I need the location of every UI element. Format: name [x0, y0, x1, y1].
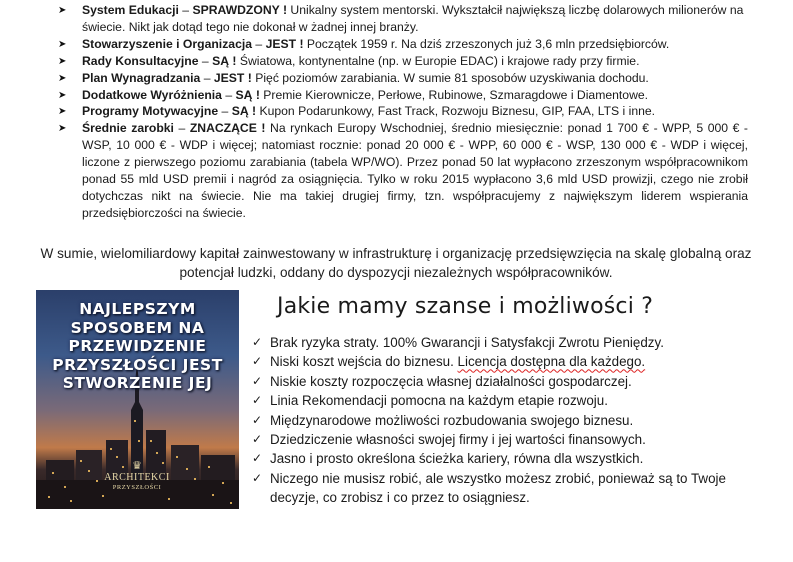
checkmark-icon: ✓ — [252, 373, 263, 388]
bullet-item — [58, 2, 748, 36]
arrow-bullet-icon: ➤ — [58, 55, 67, 67]
bullet-item — [58, 120, 748, 221]
advantages-check-list — [252, 333, 752, 508]
check-item-text: Linia Rekomendacji pomocna na każdym etapie rozwoju. — [270, 393, 608, 409]
bullet-title: Programy Motywacyjne — [82, 104, 219, 119]
arrow-bullet-icon: ➤ — [58, 5, 67, 16]
checkmark-icon: ✓ — [252, 335, 263, 349]
bullet-text: Początek 1959 r. Na dziś zrzeszonych już 3,6 mln przedsiębiorców. — [303, 36, 670, 51]
bullet-status: ZNACZĄCE ! — [189, 121, 266, 136]
checkmark-icon: ✓ — [252, 451, 263, 466]
section-heading: Jakie mamy szanse i możliwości ? — [277, 294, 654, 319]
bullet-item — [58, 70, 748, 87]
bullet-item — [58, 53, 748, 70]
promo-line: NAJLEPSZYM — [79, 300, 196, 318]
bullet-text: Światowa, kontynentalne (np. w Europie EDAC) i krajowe rady przy firmie. — [236, 53, 640, 68]
promo-line: STWORZENIE JEJ — [62, 374, 213, 392]
bullet-separator: – — [178, 3, 193, 17]
crown-icon: ♛ — [132, 460, 142, 472]
check-item — [252, 391, 752, 410]
check-item — [252, 469, 752, 508]
bullet-separator: – — [198, 53, 213, 68]
check-item-text: Niskie koszty rozpoczęcia własnej działalności gospodarczej. — [270, 373, 632, 389]
arrow-bullet-icon: ➤ — [58, 123, 67, 135]
bullet-text: Na rynkach Europy Wschodniej, średnio miesięcznie: ponad 1 700 € - WPP, 5 000 € - WSP, 10 000 € - WDP i więcej; natomiast rocznie: ponad 20 000 € - WPP, 60 000 € - WSP, 130 000 € - WDP i więcej, liczone z pierwszego poziomu zarabiania (tabela WP/WO). Przez ponad 50 lat wypłacono zrzeszonym współpracownikom ponad 55 mld USD premii i nagród za osiągnięcia. Tylko w roku 2015 wypłacono 3,6 mld USD prowizji, czego nie zrobił dotychczas nikt na świecie. Nie ma takiej drugiej firmy, tzn. współpracujemy z największym liderem wspierania przedsiębiorczości na świecie. — [82, 121, 748, 220]
check-item — [252, 449, 752, 468]
promo-slogan — [36, 300, 239, 393]
arrow-bullet-icon: ➤ — [58, 72, 67, 84]
bullet-separator: – — [252, 36, 266, 51]
checkmark-icon: ✓ — [252, 432, 263, 447]
bullet-text: Kupon Podarunkowy, Fast Track, Rozwoju Biznesu, GIP, FAA, LTS i inne. — [256, 104, 656, 119]
checkmark-icon: ✓ — [252, 354, 263, 369]
bullet-status: SĄ ! — [212, 53, 237, 68]
check-item — [252, 411, 752, 430]
check-item-text: Międzynarodowe możliwości rozbudowania swojego biznesu. — [270, 412, 634, 428]
bullet-title: Średnie zarobki — [82, 121, 174, 136]
bullet-text: Pięć poziomów zarabiania. W sumie 81 sposobów uzyskiwania dochodu. — [251, 70, 649, 85]
bullet-separator: – — [173, 121, 190, 136]
summary-paragraph: W sumie, wielomiliardowy kapitał zainwestowany w infrastrukturę i organizację przedsięwzięcia na skalę globalną oraz potencjał ludzki, oddany do dyspozycji niezależnych współpracowników. — [40, 246, 752, 280]
bullet-title: Dodatkowe Wyróżnienia — [82, 87, 222, 102]
check-item-text: Niski koszt wejścia do biznesu. — [270, 354, 458, 370]
check-item — [252, 430, 752, 449]
check-item — [252, 333, 752, 352]
checkmark-icon: ✓ — [252, 393, 263, 408]
bullet-status: SPRAWDZONY ! — [192, 3, 288, 17]
bullet-status: SĄ ! — [231, 104, 257, 119]
check-item — [252, 372, 752, 391]
arrow-bullet-icon: ➤ — [58, 89, 67, 101]
arrow-bullet-icon: ➤ — [58, 106, 67, 118]
bullet-separator: – — [221, 87, 236, 102]
check-item-text: Brak ryzyka straty. 100% Gwarancji i Satysfakcji Zwrotu Pieniędzy. — [270, 335, 664, 350]
bullet-title: System Edukacji — [82, 3, 179, 17]
bullet-item — [58, 103, 748, 120]
promo-line: PRZEWIDZENIE — [68, 337, 207, 355]
check-item-text: Niczego nie musisz robić, ale wszystko możesz zrobić, ponieważ są to Twoje decyzje, co zrobisz i co przez to osiągniesz. — [270, 470, 726, 506]
bullet-separator: – — [200, 70, 214, 85]
bullet-title: Rady Konsultacyjne — [82, 53, 199, 68]
bullet-status: JEST ! — [213, 70, 252, 85]
logo-subtext: PRZYSZŁOŚCI — [112, 484, 162, 491]
checkmark-icon: ✓ — [252, 470, 263, 485]
checkmark-icon: ✓ — [252, 412, 263, 427]
bullet-item — [58, 87, 748, 104]
promo-line: PRZYSZŁOŚCI JEST — [52, 355, 223, 374]
bullet-title: Plan Wynagradzania — [82, 70, 201, 85]
bullet-title: Stowarzyszenie i Organizacja — [82, 36, 253, 51]
architekci-logo — [96, 461, 178, 503]
check-item-text: Dziedziczenie własności swojej firmy i jej wartości finansowych. — [270, 432, 646, 448]
check-item — [252, 352, 752, 371]
arrow-bullet-icon: ➤ — [58, 38, 67, 50]
bullet-status: JEST ! — [265, 36, 304, 51]
promo-line: SPOSOBEM NA — [70, 318, 205, 337]
check-item-text: Jasno i prosto określona ścieżka kariery, równa dla wszystkich. — [270, 451, 644, 467]
logo-text: ARCHITEKCI — [104, 472, 170, 483]
bullet-text: Unikalny system mentorski. Wykształcił największą liczbę dolarowych milionerów na świecie. Nikt jak dotąd tego nie dokonał w żadnej innej branży. — [82, 3, 744, 34]
spellcheck-underlined-text: Licencja dostępna dla każdego. — [457, 354, 646, 370]
promo-image — [36, 290, 239, 509]
bullet-item — [58, 36, 748, 53]
bullet-separator: – — [218, 104, 232, 119]
bullet-status: SĄ ! — [235, 87, 260, 102]
bullet-text: Premie Kierownicze, Perłowe, Rubinowe, Szmaragdowe i Diamentowe. — [259, 87, 649, 102]
feature-bullet-list — [58, 2, 748, 222]
